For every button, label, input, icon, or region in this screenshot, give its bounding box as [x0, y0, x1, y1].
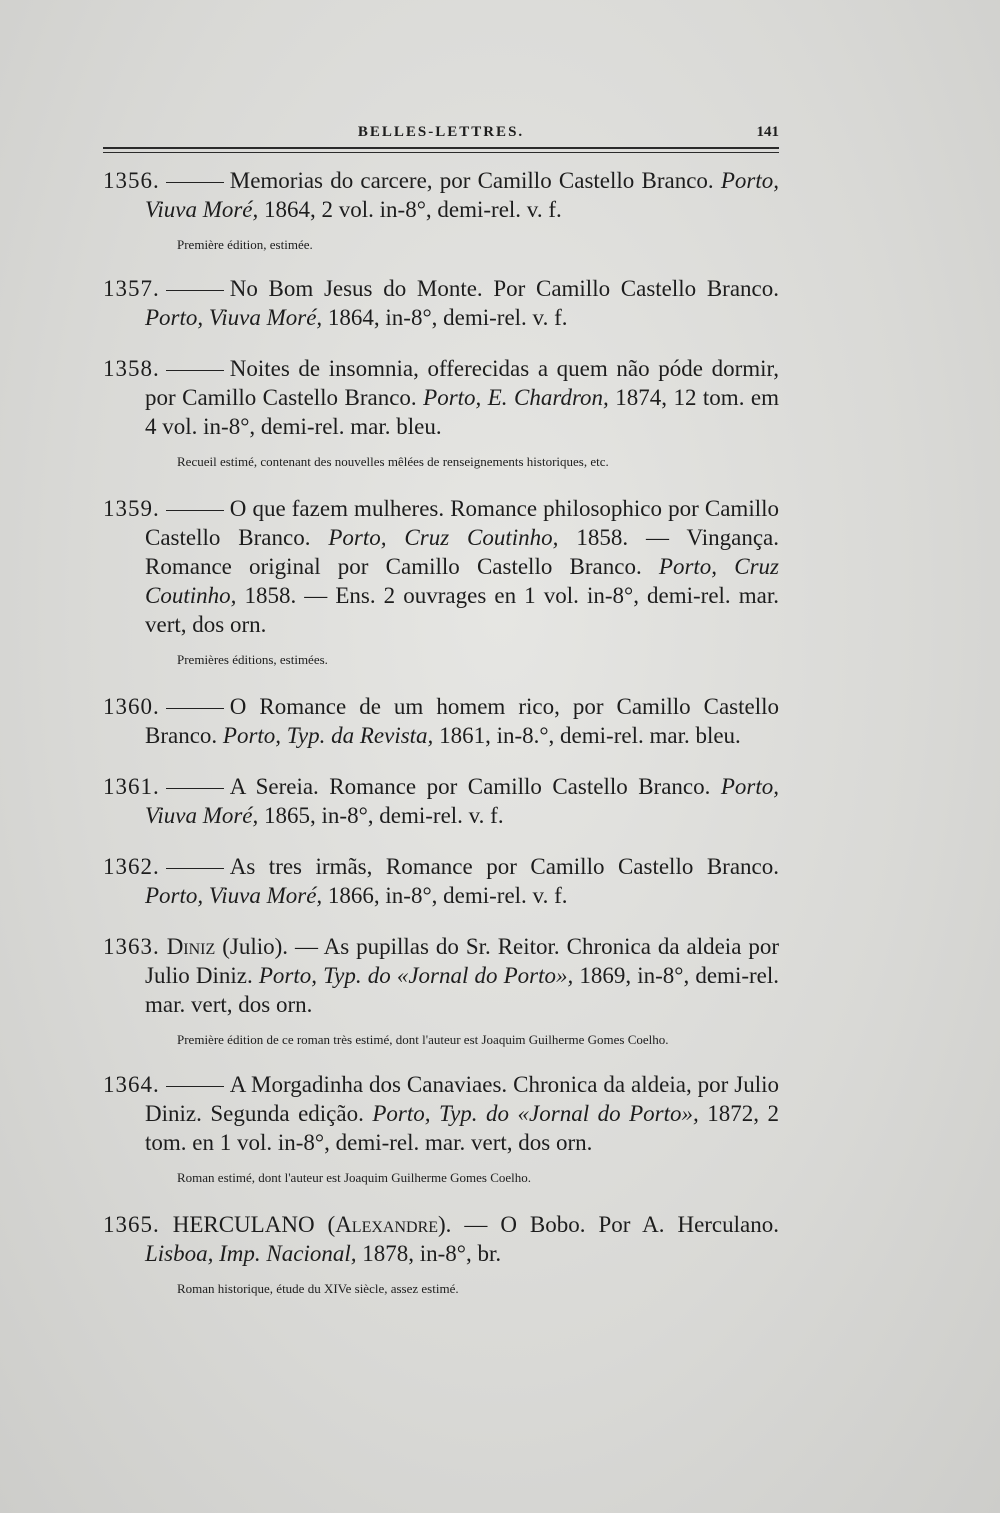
ditto-dash [166, 868, 224, 869]
entry-imprint: Porto, Viuva Moré, [145, 774, 779, 828]
entry-number: 1356. [103, 168, 160, 193]
ditto-dash [166, 708, 224, 709]
running-title: BELLES-LETTRES. [357, 124, 525, 140]
entry-1360 [103, 692, 779, 750]
header-rule [103, 147, 779, 153]
entry-note: Recueil estimé, contenant des nouvelles mêlées de renseignements historiques, etc. [177, 454, 609, 469]
entry-title: — O Bobo. Por A. Herculano. [451, 1212, 779, 1237]
entry-title: No Bom Jesus do Monte. Por Camillo Castello Branco. [229, 276, 779, 301]
entry-number: 1357. [103, 276, 160, 301]
entry-details: 1872, 2 tom. en 1 vol. in-8°, demi-rel. mar. vert, dos orn. [145, 1101, 780, 1155]
entry-1356 [103, 166, 779, 253]
entry-author-surname: HERCULANO [172, 1212, 315, 1237]
entry-details: 1861, in-8.°, demi-rel. mar. bleu. [433, 723, 741, 748]
entry-note: Premières éditions, estimées. [177, 652, 328, 667]
entry-note: Première édition de ce roman très estimé, dont l'auteur est Joaquim Guilherme Gomes Coelho. [177, 1032, 669, 1047]
entry-author: Alexandre [335, 1212, 439, 1237]
entry-note: Roman historique, étude du XIVe siècle, assez estimé. [177, 1281, 459, 1296]
entry-title: O que fazem mulheres. Romance philosophico por Camillo Castello Branco. [145, 496, 779, 550]
ditto-dash [166, 182, 224, 183]
entry-details-2: 1858. — Ens. 2 ouvrages en 1 vol. in-8°, demi-rel. mar. vert, dos orn. [145, 583, 779, 637]
page-number: 141 [756, 124, 779, 140]
entry-title: A Morgadinha dos Canaviaes. Chronica da aldeia, por Julio Diniz. Segunda edição. [145, 1072, 779, 1126]
entry-number: 1362. [103, 854, 160, 879]
entry-title: Memorias do carcere, por Camillo Castello Branco. [229, 168, 714, 193]
entry-imprint: Porto, Viuva Moré, [145, 305, 323, 330]
entry-title: As tres irmãs, Romance por Camillo Castello Branco. [229, 854, 779, 879]
entry-number: 1361. [103, 774, 160, 799]
entry-note: Roman estimé, dont l'auteur est Joaquim Guilherme Gomes Coelho. [177, 1170, 532, 1185]
entry-details: 1864, in-8°, demi-rel. v. f. [322, 305, 568, 330]
entry-details: 1866, in-8°, demi-rel. v. f. [322, 883, 568, 908]
entry-number: 1359. [103, 496, 160, 521]
page-header [103, 124, 779, 146]
entry-1359 [103, 494, 779, 668]
entry-1362 [103, 852, 779, 910]
ditto-dash [166, 290, 224, 291]
entry-note: Première édition, estimée. [177, 237, 313, 252]
entry-title: Noites de insomnia, offerecidas a quem não póde dormir, por Camillo Castello Branco. [145, 356, 779, 410]
ditto-dash [166, 370, 224, 371]
entry-author: Diniz [166, 934, 216, 959]
entry-1357 [103, 274, 779, 332]
entry-1358 [103, 354, 779, 470]
entry-title: O Romance de um homem rico, por Camillo Castello Branco. [145, 694, 779, 748]
entry-details: 1874, 12 tom. em 4 vol. in-8°, demi-rel. mar. bleu. [145, 385, 779, 439]
entry-imprint: Lisboa, Imp. Nacional, [145, 1241, 357, 1266]
entry-1365: 1365. HERCULANO (Alexandre). — O Bobo. Por A. Herculano. Lisboa, Imp. Nacional, 1878, in-8°, br. Roman historique, étude du XIVe siècle, assez estimé. [103, 1212, 779, 1296]
entry-title: (Julio). — As pupillas do Sr. Reitor. Chronica da aldeia por Julio Diniz. [145, 934, 779, 988]
entry-1364 [103, 1070, 779, 1186]
entry-imprint-2: Porto, Cruz Coutinho, [145, 554, 779, 608]
entry-details: 1878, in-8°, br. [356, 1241, 502, 1266]
entry-imprint: Porto, Typ. do «Jornal do Porto», [258, 963, 574, 988]
entry-imprint: Porto, Typ. da Revista, [222, 723, 434, 748]
entry-number: 1363. [103, 934, 160, 959]
entry-number: 1358. [103, 356, 160, 381]
ditto-dash [166, 1086, 224, 1087]
ditto-dash [166, 510, 224, 511]
entry-details: 1869, in-8°, demi-rel. mar. vert, dos orn. [145, 963, 780, 1017]
entry-imprint: Porto, Typ. do «Jornal do Porto», [372, 1101, 699, 1126]
entry-title: A Sereia. Romance por Camillo Castello Branco. [229, 774, 711, 799]
entry-details: 1858. — Vingança. Romance original por Camillo Castello Branco. [145, 525, 779, 579]
ditto-dash [166, 788, 224, 789]
entry-number: 1360. [103, 694, 160, 719]
entry-imprint: Porto, Viuva Moré, [145, 168, 779, 222]
entry-1361 [103, 772, 779, 830]
entry-1363 [103, 932, 779, 1048]
entry-details: 1865, in-8°, demi-rel. v. f. [258, 803, 504, 828]
entry-imprint: Porto, Cruz Coutinho, [328, 525, 559, 550]
entry-imprint: Porto, E. Chardron, [423, 385, 609, 410]
entry-details: 1864, 2 vol. in-8°, demi-rel. v. f. [258, 197, 562, 222]
entry-imprint: Porto, Viuva Moré, [145, 883, 323, 908]
entry-number: 1365. [103, 1212, 160, 1237]
catalog-entries [103, 166, 779, 1297]
entry-number: 1364. [103, 1072, 160, 1097]
